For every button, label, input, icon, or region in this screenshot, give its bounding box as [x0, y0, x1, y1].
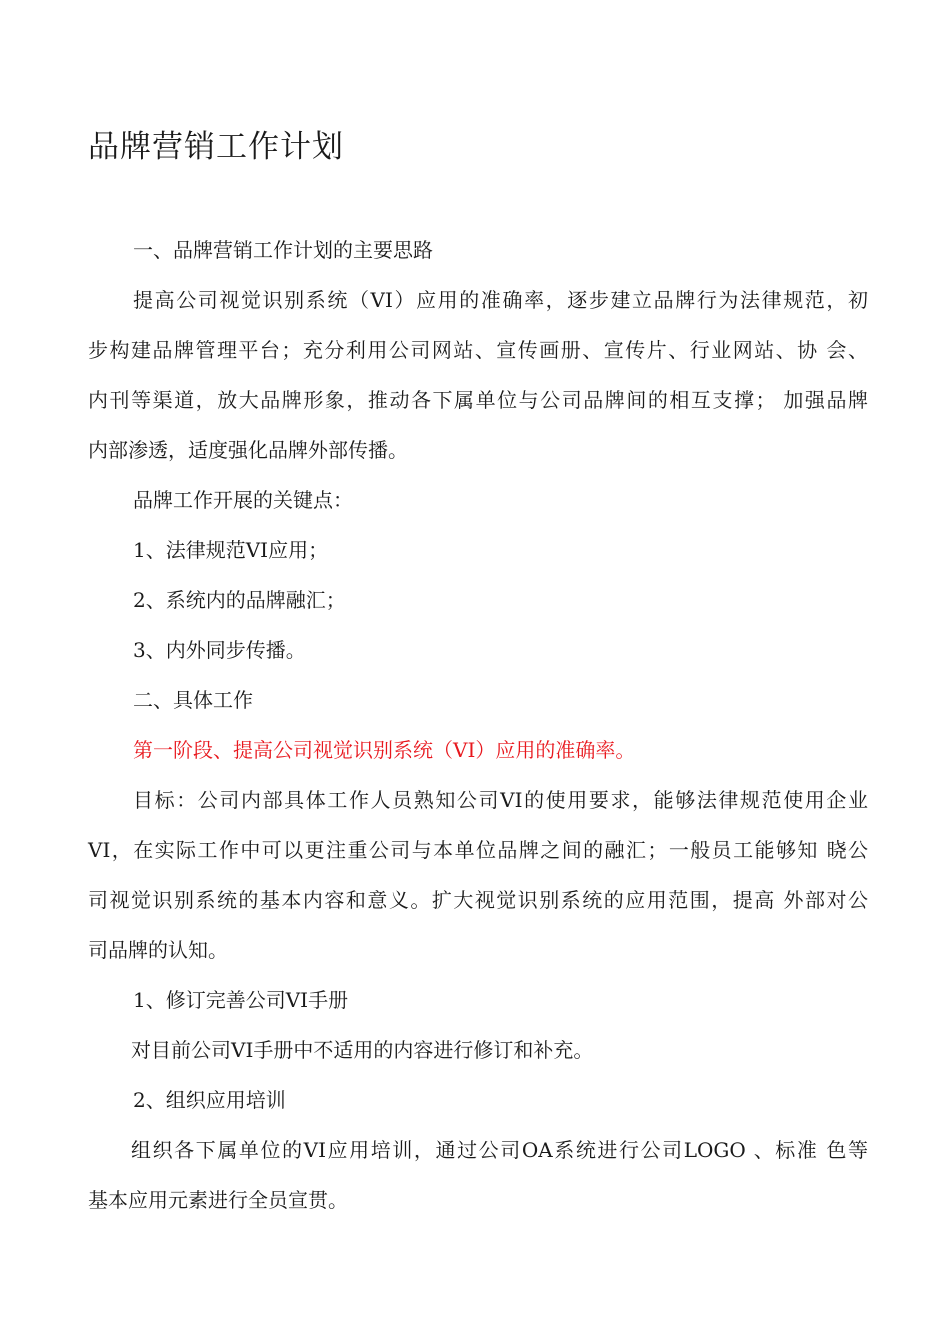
key-point-item: 1、法律规范VI应用； — [133, 538, 329, 562]
key-points-heading: 品牌工作开展的关键点： — [133, 488, 353, 512]
task-heading-1: 1、修订完善公司VI手册 — [133, 988, 349, 1012]
goal-line: 司视觉识别系统的基本内容和意义。扩大视觉识别系统的应用范围，提高 外部对公 — [88, 888, 868, 912]
paragraph-line: 步构建品牌管理平台；充分利用公司网站、宣传画册、宣传片、行业网站、协 会、 — [88, 338, 868, 362]
task-text-2-line: 组织各下属单位的VI应用培训，通过公司OA系统进行公司LOGO 、标准 色等 — [131, 1138, 868, 1162]
paragraph-line: 提高公司视觉识别系统（VI）应用的准确率，逐步建立品牌行为法律规范，初 — [133, 288, 868, 312]
document-title: 品牌营销工作计划 — [88, 129, 344, 165]
goal-line: VI，在实际工作中可以更注重公司与本单位品牌之间的融汇；一般员工能够知 晓公 — [88, 838, 868, 862]
section-heading-2: 二、具体工作 — [133, 688, 253, 712]
key-point-item: 2、系统内的品牌融汇； — [133, 588, 346, 612]
goal-line: 目标：公司内部具体工作人员熟知公司VI的使用要求，能够法律规范使用企业 — [133, 788, 868, 812]
task-text-1: 对目前公司VI手册中不适用的内容进行修订和补充。 — [131, 1038, 594, 1062]
paragraph-line: 内刊等渠道，放大品牌形象，推动各下属单位与公司品牌间的相互支撑； 加强品牌 — [88, 388, 868, 412]
key-point-item: 3、内外同步传播。 — [133, 638, 306, 662]
section-heading-1: 一、品牌营销工作计划的主要思路 — [133, 238, 433, 262]
goal-line: 司品牌的认知。 — [88, 938, 228, 962]
task-heading-2: 2、组织应用培训 — [133, 1088, 286, 1112]
paragraph-line: 内部渗透，适度强化品牌外部传播。 — [88, 438, 408, 462]
phase-heading: 第一阶段、提高公司视觉识别系统（VI）应用的准确率。 — [133, 738, 636, 762]
task-text-2-line: 基本应用元素进行全员宣贯。 — [88, 1188, 348, 1212]
